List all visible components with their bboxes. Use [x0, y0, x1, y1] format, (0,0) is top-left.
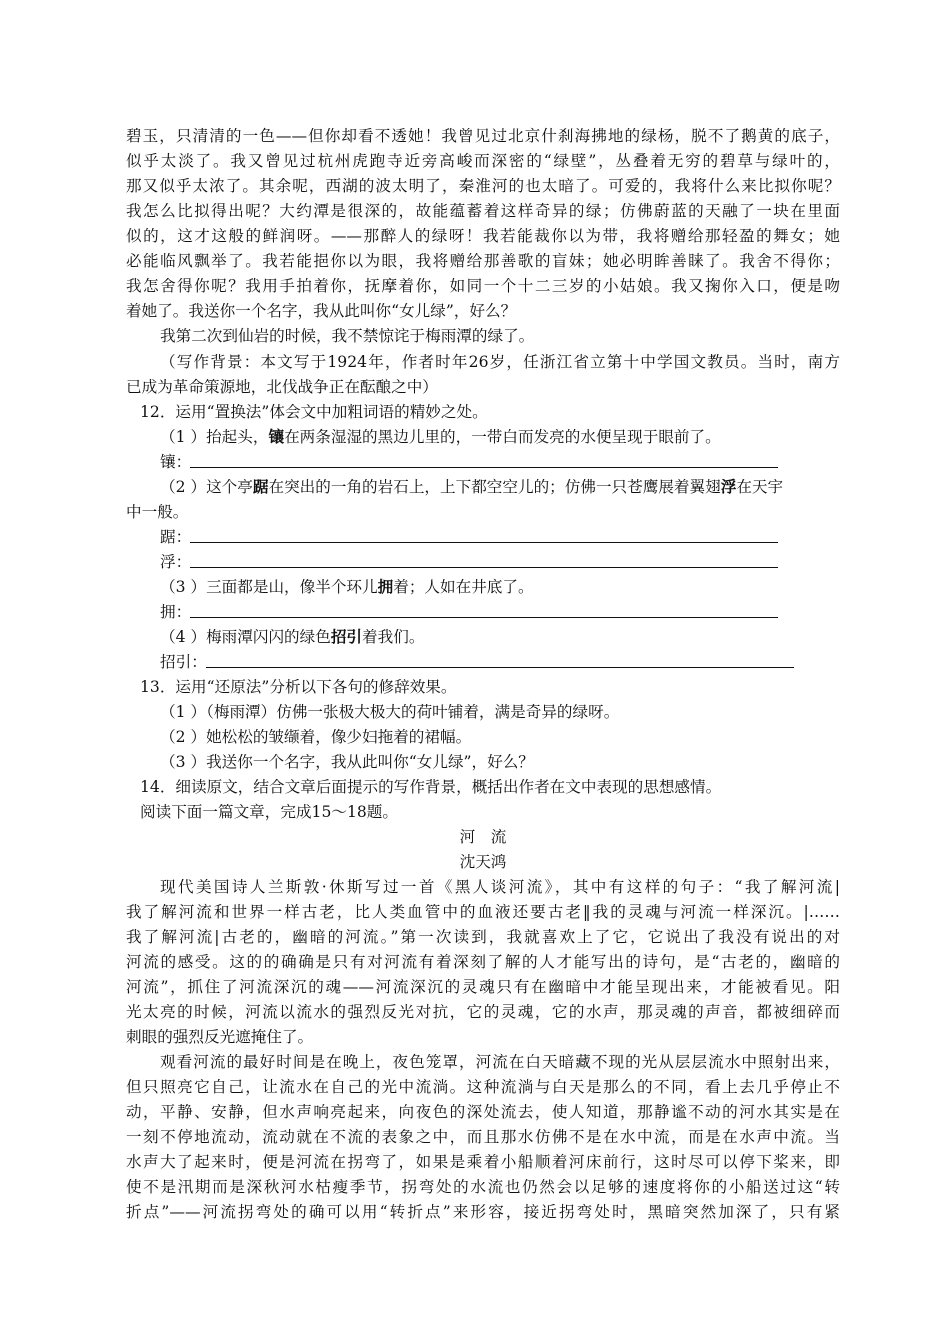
q12-s4-pre: （4 ）梅雨潭闪闪的绿色 — [160, 628, 331, 646]
answer-line-xiang[interactable] — [190, 467, 778, 468]
article-p1-line-7: 刺眼的强烈反光遮掩住了。 — [126, 1028, 314, 1046]
q12-s3-post: 着；人如在井底了。 — [393, 578, 534, 596]
q12-s1-post: 在两条湿湿的黑边儿里的，一带白而发亮的水便呈现于眼前了。 — [284, 428, 721, 446]
article-author: 沈天鸿 — [459, 853, 507, 871]
article-p1-line-5: 河流”，抓住了河流深沉的魂——河流深沉的灵魂只有在幽暗中才能呈现出来，才能被看见。阳 — [126, 978, 840, 996]
q13-item-2: （2 ）她松松的皱缬着，像少妇拖着的裙幅。 — [160, 728, 472, 746]
q12-sentence-3 — [160, 575, 840, 599]
q12-sentence-4 — [160, 625, 840, 649]
q12-stem: 12．运用“置换法”体会文中加粗词语的精妙之处。 — [140, 403, 488, 421]
para1-line-2: 似乎太淡了。我又曾见过杭州虎跑寺近旁高峻而深密的“绿壁”，丛叠着无穷的碧草与绿叶的， — [126, 152, 840, 170]
answer-line-fu[interactable] — [190, 567, 778, 568]
para1-line-5: 似的，这才这般的鲜润呀。——那醉人的绿呀！我若能裁你以为带，我将赠给那轻盈的舞女；她 — [126, 227, 840, 245]
article-p1-line-4: 河流的感受。这的的确确是只有对河流有着深刻了解的人才能写出的诗句，是“古老的，幽暗的 — [126, 953, 840, 971]
article-p2-line-7: 折点”——河流拐弯处的确可以用“转折点”来形容，接近拐弯处时，黑暗突然加深了，只有紧 — [126, 1203, 840, 1221]
article-title: 河 流 — [459, 828, 507, 846]
q12-s1-pre: （1 ）抬起头， — [160, 428, 269, 446]
answer-line-zhaoyin[interactable] — [206, 667, 794, 668]
para1-line-6: 必能临风飘举了。我若能挹你以为眼，我将赠给那善歌的盲妹；她必明眸善睐了。我舍不得你； — [126, 252, 840, 270]
q12-s2-bold-1: 踞 — [252, 477, 269, 496]
answer-line-ju[interactable] — [190, 542, 778, 543]
article-p2-line-4: 一刻不停地流动，流动就在不流的表象之中，而且那水仿佛不是在水中流，而是在水声中流。当 — [126, 1128, 840, 1146]
article-p2-line-1: 观看河流的最好时间是在晚上，夜色笼罩，河流在白天暗藏不现的光从层层流水中照射出来， — [160, 1053, 840, 1071]
article-p1-line-1: 现代美国诗人兰斯敦·休斯写过一首《黑人谈河流》，其中有这样的句子：“我了解河流| — [160, 878, 840, 896]
q12-s2-post: 在天宇 — [736, 478, 784, 496]
para1-line-3: 那又似乎太浓了。其余呢，西湖的波太明了，秦淮河的也太暗了。可爱的，我将什么来比拟你呢？ — [126, 177, 840, 195]
para1-line-4: 我怎么比拟得出呢？大约潭是很深的，故能蕴蓄着这样奇异的绿；仿佛蔚蓝的天融了一块在里面 — [126, 202, 840, 220]
article-p1-line-6: 光太亮的时候，河流以流水的强烈反光对抗，它的灵魂，它的水声，那灵魂的声音，都被细碎而 — [126, 1003, 840, 1021]
para2: 我第二次到仙岩的时候，我不禁惊诧于梅雨潭的绿了。 — [160, 327, 535, 345]
reading-intro: 阅读下面一篇文章，完成15～18题。 — [140, 803, 398, 821]
q12-s2-label-2: 浮： — [160, 553, 192, 571]
q12-s4-label: 招引： — [160, 653, 207, 671]
q14-stem: 14．细读原文，结合文章后面提示的写作背景，概括出作者在文中表现的思想感情。 — [140, 778, 722, 796]
q12-s3-bold: 拥 — [377, 577, 394, 596]
answer-line-yong[interactable] — [190, 617, 778, 618]
article-p1-line-3: 我了解河流|古老的，幽暗的河流。”第一次读到，我就喜欢上了它，它说出了我没有说出的对 — [126, 928, 840, 946]
q12-s2-bold-2: 浮 — [720, 477, 737, 496]
q12-s3-pre: （3 ）三面都是山，像半个环儿 — [160, 578, 378, 596]
article-p2-line-6: 使不是汛期而是深秋河水枯瘦季节，拐弯处的水流也仍然会以足够的速度将你的小船送过这“转 — [126, 1178, 840, 1196]
q13-item-1: （1 ）（梅雨潭）仿佛一张极大极大的荷叶铺着，满是奇异的绿呀。 — [160, 703, 620, 721]
q12-s1-label: 镶： — [160, 453, 192, 471]
background-line-2: 已成为革命策源地，北伐战争正在酝酿之中） — [126, 378, 438, 396]
article-p1-line-2: 我了解河流和世界一样古老，比人类血管中的血液还要古老‖我的灵魂与河流一样深沉。|…… — [126, 903, 840, 921]
para1-line-1: 碧玉，只清清的一色——但你却看不透她！我曾见过北京什刹海拂地的绿杨，脱不了鹅黄的底子， — [126, 127, 840, 145]
q12-s2-pre: （2 ）这个亭 — [160, 478, 253, 496]
article-p2-line-5: 水声大了起来时，便是河流在拐弯了，如果是乘着小船顺着河床前行，这时尽可以停下桨来，即 — [126, 1153, 840, 1171]
q12-sentence-2 — [160, 475, 840, 499]
para1-line-7: 我怎舍得你呢？我用手拍着你，抚摩着你，如同一个十二三岁的小姑娘。我又掬你入口，便是吻 — [126, 277, 840, 295]
article-p2-line-3: 动，平静、安静，但水声响亮起来，向夜色的深处流去，使人知道，那静谧不动的河水其实是在 — [126, 1103, 840, 1121]
q12-s4-post: 着我们。 — [362, 628, 425, 646]
q13-item-3: （3 ）我送你一个名字，我从此叫你“女儿绿”，好么？ — [160, 753, 534, 771]
q12-s1-bold: 镶 — [268, 427, 285, 446]
q12-s3-label: 拥： — [160, 603, 192, 621]
background-line-1: （写作背景：本文写于1924年，作者时年26岁，任浙江省立第十中学国文教员。当时，南方 — [160, 353, 840, 371]
q12-s2-mid: 在突出的一角的岩石上，上下都空空儿的；仿佛一只苍鹰展着翼翅 — [268, 478, 721, 496]
q13-stem: 13．运用“还原法”分析以下各句的修辞效果。 — [140, 678, 457, 696]
q12-s4-bold: 招引 — [330, 627, 363, 646]
q12-sentence-1 — [160, 425, 840, 449]
q12-s2-label-1: 踞： — [160, 528, 192, 546]
q12-s2-cont: 中一般。 — [126, 503, 189, 521]
para1-line-8: 着她了。我送你一个名字，我从此叫你“女儿绿”，好么？ — [126, 302, 517, 320]
article-p2-line-2: 但只照亮它自己，让流水在自己的光中流淌。这种流淌与白天是那么的不同，看上去几乎停止不 — [126, 1078, 840, 1096]
